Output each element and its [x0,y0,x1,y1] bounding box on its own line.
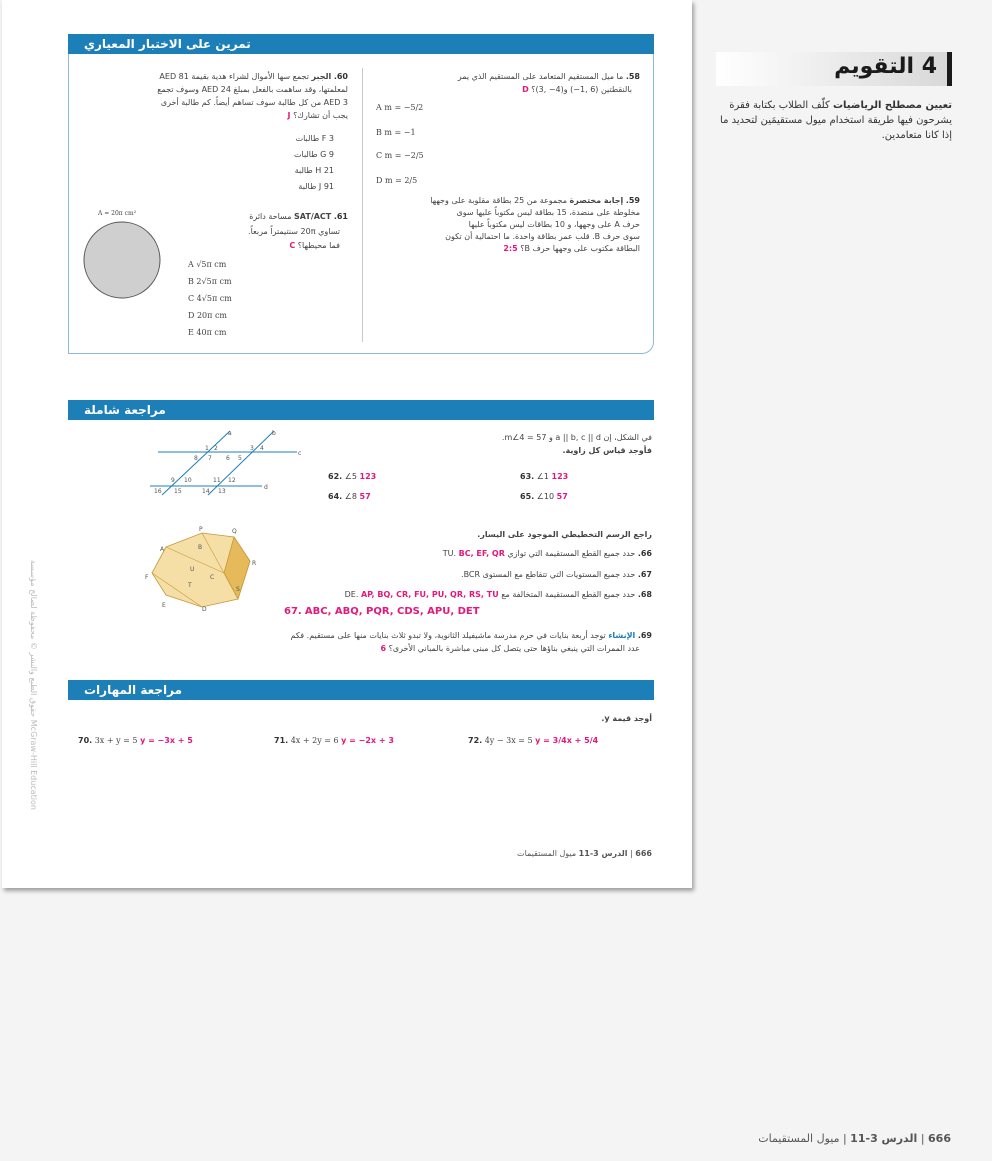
prism-label-q: Q [232,528,237,535]
textbook-page [2,0,692,888]
section-header-comprehensive-review: مراجعة شاملة [68,400,654,420]
prism-label-c: C [210,574,215,581]
fig-label-d: d [264,484,268,491]
teacher-note [716,98,952,143]
fig-label-9: 9 [171,477,175,484]
teacher-note-body: كلّف الطلاب بكتابة فقرة يشرحون فيها طريقة استخدام ميول مستقيمَين لتحديد ما إذا كانا متعامدين. [720,100,952,141]
fig-label-12: 12 [228,477,236,484]
fig-label-3: 3 [250,445,254,452]
q61-option-d: D 20π cm [188,311,228,320]
prism-label-e: E [162,602,166,609]
q60-line3: AED 3 من كل طالبة سوف تساهم أيضاً. كم طالبة أخرى [160,98,348,107]
q59-answer: 2:5 [503,244,518,253]
q68: 68. حدد جميع القطع المستقيمة المتخالفة مع DE. AP, BQ, CR, FU, PU, QR, RS, TU [344,590,652,599]
diagram-prompt: راجع الرسم التخطيطي الموجود على اليسار. [477,530,652,539]
fig-label-13: 13 [218,488,226,495]
q68-answer: AP, BQ, CR, FU, PU, QR, RS, TU [360,590,499,599]
item-64: 64. ∠8 57 [328,492,371,501]
q59-line5: البطاقة مكتوب على وجهها حرف B؟ 2:5 [503,244,640,253]
page-footer: 666 | الدرس 3-11 ميول المستقيمات [517,849,652,858]
q69-line2: عدد الممرات التي ينبغي بناؤها حتى يتصل كل مبنى مباشرة بالمباني الأخرى؟ 6 [380,644,640,653]
prism-label-b: B [198,544,203,551]
prism-label-d: D [202,606,207,613]
q58-option-c: C m = −2/5 [376,151,424,160]
q60-option-g: 9 G طالبات [293,150,334,159]
fig-label-4: 4 [260,445,264,452]
prism-figure [142,525,272,615]
fig-label-1: 1 [205,445,209,452]
column-divider [362,68,363,342]
q67-answer-line: 67. ABC, ABQ, PQR, CDS, APU, DET [284,606,480,617]
q61-line3: فما محيطها؟ C [289,241,340,250]
q58-text-line2: بالنقطتين (6 ,1−) و(4− ,3)؟ D [522,85,632,94]
q58-option-a: A m = −5/2 [376,103,424,112]
q61-option-e: E 40π cm [188,328,227,337]
teacher-note-title: تعيين مصطلح الرياضيات [832,100,952,111]
fig-label-c: c [298,450,302,457]
q60-line2: لمعلمتها، وقد ساهمت بالفعل بمبلغ AED 24 وسوف تجمع [157,85,348,94]
parallel-lines-figure [142,425,302,497]
q58-text-line1: 58. ما ميل المستقيم المتعامد على المستقيم الذي يمر [457,72,640,81]
q67: 67. حدد جميع المستويات التي تتقاطع مع المستوى BCR. [461,570,652,579]
q60-option-f: 3 F طالبات [295,134,334,143]
circle-area-label: A = 20π cm² [98,210,137,217]
section-header-skills-review: مراجعة المهارات [68,680,654,700]
fig-label-15: 15 [174,488,182,495]
fig-label-5: 5 [238,455,242,462]
q58-answer: D [522,85,529,94]
q59-line4: سوى حرف B. قلب عمر بطاقة واحدة. ما احتمالية أن تكون [445,232,640,241]
q58-option-d: D m = 2/5 [376,176,418,185]
solve-prompt: أوجد قيمة y. [601,714,652,723]
q59-line2: مخلوطة على منضدة، 15 بطاقة ليس مكتوباً عليها سوى [456,208,640,217]
prism-label-f: F [145,574,149,581]
prism-label-t: T [188,582,192,589]
parallel-intro-line1: في الشكل، إن a || b, c || d و m∠4 = 57. [501,433,652,442]
q67-answer: ABC, ABQ, PQR, CDS, APU, DET [304,606,480,617]
fig-label-11: 11 [213,477,221,484]
q69-answer: 6 [380,644,387,653]
prism-label-a: A [160,546,165,553]
q61-line1: 61. SAT/ACT مساحة دائرة [249,212,348,221]
fig-label-b: b [272,430,276,437]
q60-answer: J [287,111,291,120]
fig-label-a: a [228,430,232,437]
q58-option-b: B m = −1 [376,128,416,137]
q60-option-h: 21 H طالبة [294,166,334,175]
q61-line2: تساوي 20π سنتيمتراً مربعاً. [248,227,340,236]
prism-label-s: S [236,586,240,593]
q60-option-j: 91 J طالبة [298,182,334,191]
fig-label-16: 16 [154,488,162,495]
prism-label-p: P [199,526,203,533]
bottom-page-footer: 666 | الدرس 3-11 | ميول المستقيمات [758,1132,951,1145]
q66: 66. حدد جميع القطع المستقيمة التي توازي TU. BC, EF, QR [442,549,652,558]
item-62: 62. ∠5 123 [328,472,377,481]
prism-label-r: R [252,560,257,567]
evaluation-banner: 4 التقويم [716,52,952,86]
q66-answer: BC, EF, QR [458,549,505,558]
item-71: 71. 4x + 2y = 6 y = −2x + 3 [274,736,394,745]
item-72: 72. 4y − 3x = 5 y = 3/4x + 5/4 [468,736,599,745]
q60-line1: 60. الجبر تجمع سها الأموال لشراء هدية بقيمة AED 81 [159,72,348,81]
fig-label-14: 14 [202,488,210,495]
q69-line1: 69. الإنشاء توجد أربعة بنايات في حرم مدرسة ماشيفيلد الثانوية، ولا تبدو ثلاث بنايات منها على مستقيم. فكم [290,631,652,640]
q61-option-c: C 4√5π cm [188,294,232,303]
item-65: 65. ∠10 57 [520,492,568,501]
item-70: 70. 3x + y = 5 y = −3x + 5 [78,736,193,745]
fig-label-2: 2 [214,445,218,452]
circle-figure [82,220,162,300]
copyright-side-text: حقوق الطبع والنشر © محفوظة لصالح مؤسسة McGraw-Hill Education [29,560,38,810]
q61-option-a: A √5π cm [188,260,227,269]
q60-line4: يجب أن تشارك؟ J [287,111,348,120]
section-header-standardized-test: تمرين على الاختبار المعياري [68,34,654,54]
fig-label-7: 7 [208,455,212,462]
fig-label-6: 6 [226,455,230,462]
prism-label-u: U [190,566,195,573]
q61-answer: C [289,241,296,250]
q59-line1: 59. إجابة مختصرة مجموعة من 25 بطاقة مقلوبة على وجهها [430,196,640,205]
fig-label-10: 10 [184,477,192,484]
fig-label-8: 8 [194,455,198,462]
q59-line3: حرف A على وجهها، و 10 بطاقات ليس مكتوباً عليها [468,220,640,229]
item-63: 63. ∠1 123 [520,472,569,481]
parallel-intro-line2: فأوجد قياس كل زاوية. [562,446,652,455]
q61-option-b: B 2√5π cm [188,277,232,286]
